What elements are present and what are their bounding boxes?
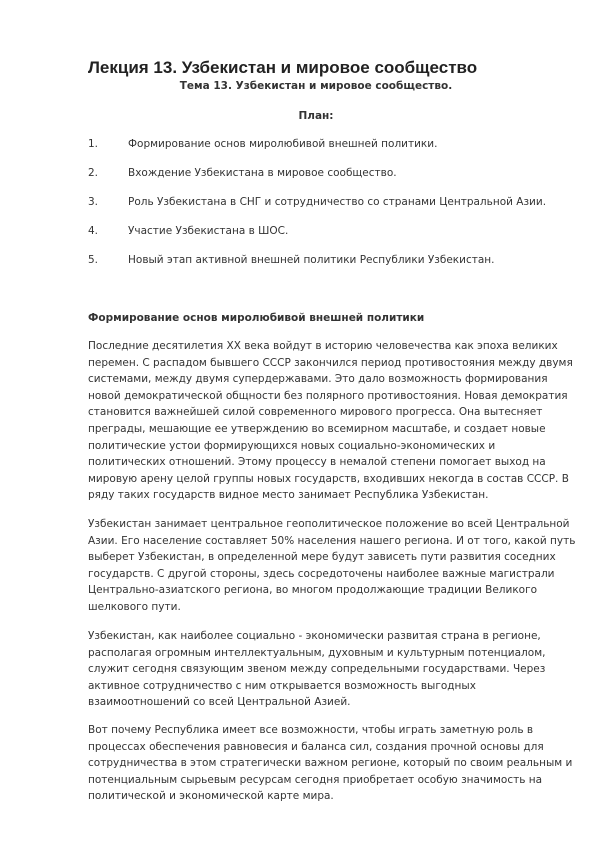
plan-item-text: Участие Узбекистана в ШОС.: [128, 225, 289, 237]
paragraph-line: выберет Узбекистан, в определенной мере будут зависеть пути развития соседних: [88, 551, 556, 564]
plan-item-text: Вхождение Узбекистана в мировое сообщество.: [128, 167, 397, 179]
document-subtitle: Тема 13. Узбекистан и мировое сообщество.: [179, 80, 453, 92]
plan-item-text: Новый этап активной внешней политики Республики Узбекистан.: [128, 254, 495, 266]
paragraph: [88, 516, 576, 616]
paragraph-line: шелкового пути.: [88, 600, 181, 613]
paragraph-line: Азии. Его население составляет 50% населения нашего региона. И от того, какой путь: [88, 534, 576, 547]
paragraph-line: Узбекистан, как наиболее социально - экономически развитая страна в регионе,: [88, 630, 541, 642]
paragraph-line: Вот почему Республика имеет все возможности, чтобы играть заметную роль в: [88, 724, 534, 736]
paragraph-line: располагая огромным интеллектуальным, духовным и культурным потенциалом,: [88, 646, 546, 659]
paragraph: [88, 628, 546, 711]
plan-title: План:: [298, 110, 334, 122]
plan-item-text: Роль Узбекистана в СНГ и сотрудничество со странами Центральной Азии.: [128, 196, 547, 208]
section-heading: Формирование основ миролюбивой внешней политики: [88, 312, 425, 324]
paragraph: [88, 338, 573, 504]
paragraph-line: перемен. С распадом бывшего СССР закончился период противостояния между двумя: [88, 356, 573, 369]
paragraph-line: политических отношений. Этому процессу в немалой степени помогает выход на: [88, 456, 546, 469]
paragraph: [88, 722, 573, 805]
paragraph-line: политические устои формирующихся новых социально-экономических и: [88, 439, 496, 452]
document-title: Лекция 13. Узбекистан и мировое сообщество: [88, 58, 478, 77]
plan-item-number: 5.: [88, 254, 99, 266]
paragraph-line: политической и экономической карте мира.: [88, 790, 334, 803]
plan-item-number: 2.: [88, 167, 99, 179]
paragraph-line: взаимоотношений со всей Центральной Азией.: [88, 696, 351, 709]
paragraph-line: потенциальным сырьевым ресурсам сегодня приобретает особую значимость на: [88, 773, 543, 786]
plan-item-number: 3.: [88, 196, 99, 208]
plan-item-number: 4.: [88, 225, 99, 237]
paragraph-line: Узбекистан занимает центральное геополитическое положение во всей Центральной: [88, 518, 570, 530]
paragraph-line: Центрально-азиатского региона, во многом продолжающие традиции Великого: [88, 584, 538, 597]
paragraph-line: Последние десятилетия XX века войдут в историю человечества как эпоха великих: [88, 340, 558, 352]
plan-item-text: Формирование основ миролюбивой внешней политики.: [128, 138, 438, 150]
plan-item-number: 1.: [88, 138, 99, 150]
paragraph-line: активное сотрудничество с ним открывается возможность выгодных: [88, 679, 476, 692]
paragraph-line: служит сегодня связующим звеном между сопредельными государствами. Через: [88, 663, 546, 676]
paragraph-line: сотрудничества в этом стратегически важном регионе, который по своим реальным и: [88, 757, 573, 770]
paragraph-line: системами, между двумя супердержавами. Это дало возможность формирования: [88, 373, 548, 386]
paragraph-line: процессах обеспечения равновесия и баланса сил, создания прочной основы для: [88, 740, 544, 753]
paragraph-line: новой демократической общности без полярного противостояния. Новая демократия: [88, 389, 568, 402]
paragraph-line: государств. С другой стороны, здесь сосредоточены наиболее важные магистрали: [88, 567, 555, 580]
paragraph-line: ряду таких государств видное место занимает Республика Узбекистан.: [88, 489, 489, 502]
paragraph-line: преграды, мешающие ее утверждению во всемирном масштабе, и создает новые: [88, 422, 546, 435]
paragraph-line: мировую арену целой группы новых государств, входивших некогда в состав СССР. В: [88, 472, 569, 485]
paragraph-line: становится важнейшей силой современного мирового прогресса. Она вытесняет: [88, 406, 543, 419]
